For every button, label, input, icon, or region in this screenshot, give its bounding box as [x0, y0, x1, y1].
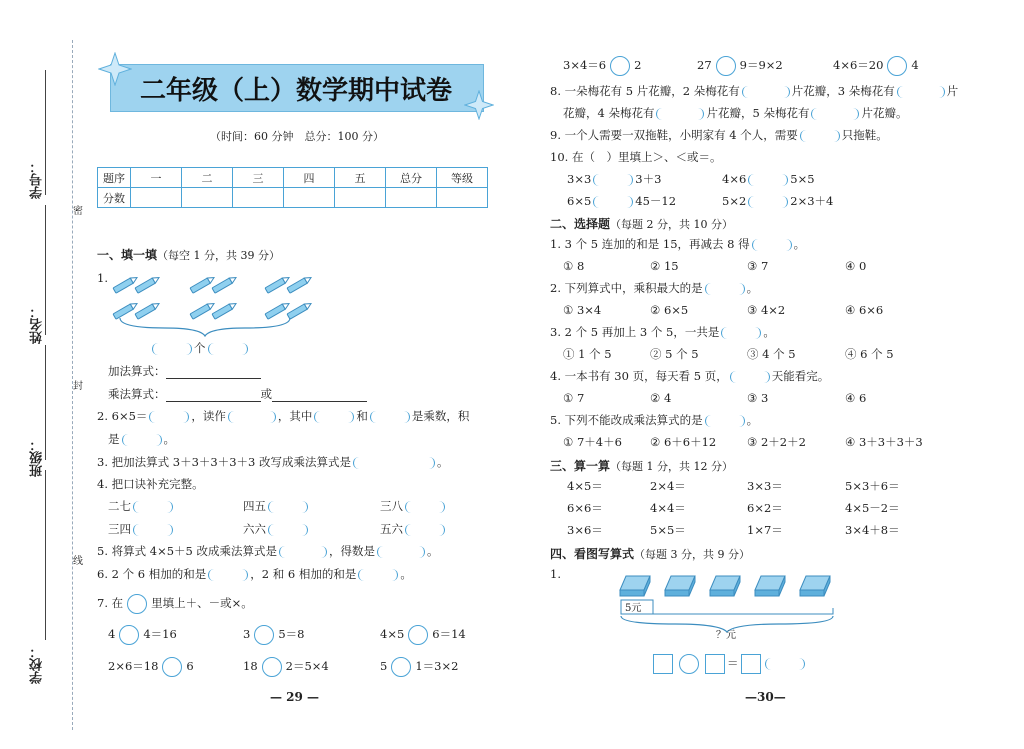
- answer-blank[interactable]: [593, 196, 633, 208]
- q-text: 9＝9×2: [739, 58, 783, 72]
- section-heading: [97, 246, 280, 263]
- verse-text: 二七: [108, 499, 131, 513]
- verse-item: [380, 499, 447, 513]
- answer-blank[interactable]: [208, 343, 248, 355]
- q-text: 是: [108, 432, 120, 446]
- page-number-left: — 29 —: [270, 690, 320, 704]
- answer-box[interactable]: [653, 654, 673, 674]
- section-heading: [550, 215, 733, 232]
- calc-item: 5×3＋6＝: [845, 479, 900, 493]
- mul-formula-line: [108, 387, 367, 402]
- q-text: 5＝8: [278, 627, 305, 641]
- choice-option[interactable]: ③ 7: [747, 259, 769, 273]
- answer-line[interactable]: [166, 389, 261, 402]
- q-text: ，2 和 6 相加的和是: [250, 567, 357, 581]
- answer-blank[interactable]: [752, 239, 792, 251]
- price-label: 5元: [625, 603, 642, 614]
- calc-item: 6×2＝: [747, 501, 783, 515]
- q-text: 27: [697, 58, 712, 72]
- question-2: [97, 409, 469, 423]
- question-2-cont: [108, 432, 175, 446]
- q-text: 5×2: [722, 194, 747, 208]
- verse-text: 六六: [243, 522, 266, 536]
- table-cell: 总分: [386, 168, 437, 188]
- table-cell: 四: [284, 168, 335, 188]
- choice-option[interactable]: ② 6×5: [650, 303, 689, 317]
- answer-blank[interactable]: [122, 434, 162, 446]
- q-text: 5. 下列不能改成乘法算式的是: [550, 413, 703, 427]
- q-text: 和: [356, 409, 368, 423]
- operator-circle[interactable]: [162, 657, 182, 677]
- q-text: 3. 把加法算式 3＋3＋3＋3＋3 改写成乘法算式是: [97, 455, 352, 469]
- table-cell: 二: [182, 168, 233, 188]
- answer-blank[interactable]: [742, 86, 790, 98]
- table-cell: 五: [335, 168, 386, 188]
- seal-word: 密: [73, 206, 83, 217]
- pencils-illustration: [105, 268, 320, 338]
- answer-blank[interactable]: [314, 411, 354, 423]
- choice-option[interactable]: ④ 0: [845, 259, 867, 273]
- table-cell: 分数: [98, 188, 131, 208]
- table-cell: 一: [131, 168, 182, 188]
- q-text: 6＝14: [432, 627, 466, 641]
- answer-blank[interactable]: [228, 411, 276, 423]
- choice-option[interactable]: ④ 6×6: [845, 303, 884, 317]
- q-text: 4. 一本书有 30 页，每天看 5 页，: [550, 369, 728, 383]
- section-heading: [550, 457, 733, 474]
- q10-item: [722, 194, 833, 208]
- q-text: 4×5: [380, 627, 405, 641]
- unknown-price: ？元: [716, 630, 736, 641]
- choice-option[interactable]: ③ 3: [747, 391, 769, 405]
- seal-word: 封: [73, 381, 83, 392]
- choice-option[interactable]: ③ 4×2: [747, 303, 786, 317]
- class-label: 班级：: [30, 438, 45, 477]
- score-cell[interactable]: [335, 188, 386, 208]
- choice-option[interactable]: ② 4: [650, 391, 672, 405]
- choice-option[interactable]: ① 1 个 5: [563, 347, 612, 361]
- score-cell[interactable]: [233, 188, 284, 208]
- q-text: 片花瓣。: [861, 106, 908, 120]
- calc-item: 3×6＝: [567, 523, 603, 537]
- calc-item: 5×5＝: [650, 523, 686, 537]
- answer-blank[interactable]: [268, 524, 308, 536]
- q-text: 片: [946, 84, 959, 98]
- choice-option[interactable]: ③ 4 个 5: [747, 347, 796, 361]
- question-8-cont: [563, 106, 907, 120]
- q7-item: [243, 657, 329, 677]
- equals-sign: ＝: [727, 656, 739, 670]
- operator-circle[interactable]: [127, 594, 147, 614]
- q-text: 7. 在: [97, 596, 124, 610]
- table-cell: 等级: [437, 168, 488, 188]
- choice-option[interactable]: ② 5 个 5: [650, 347, 699, 361]
- q-text: 1. 3 个 5 连加的和是 15，再减去 8 得: [550, 237, 750, 251]
- q-text: 2. 6×5＝: [97, 409, 148, 423]
- score-cell[interactable]: [437, 188, 488, 208]
- table-row: [98, 168, 488, 188]
- q-text: 。: [400, 567, 412, 581]
- q7-item: [563, 56, 641, 76]
- question-number: 1.: [550, 567, 561, 581]
- answer-blank[interactable]: [370, 411, 410, 423]
- section-points: （每题 3 分，共 9 分）: [634, 548, 750, 561]
- choice-option[interactable]: ① 8: [563, 259, 585, 273]
- page-number-right: —30—: [745, 690, 786, 704]
- q-text: 是乘数，积: [411, 409, 470, 423]
- section-points: （每空 1 分，共 39 分）: [157, 249, 280, 262]
- exam-subtitle: （时间：60 分钟 总分：100 分）: [210, 130, 384, 143]
- answer-line[interactable]: [166, 366, 261, 379]
- answer-blank[interactable]: [656, 108, 704, 120]
- answer-blank[interactable]: [897, 86, 945, 98]
- choice-option[interactable]: ④ 6: [845, 391, 867, 405]
- verse-item: [108, 499, 175, 513]
- choice-option[interactable]: ④ 6 个 5: [845, 347, 894, 361]
- answer-blank[interactable]: [353, 457, 435, 469]
- q-text: 3＋3: [635, 172, 662, 186]
- choice-question: [550, 369, 829, 383]
- margin-rule: [45, 470, 46, 640]
- or-label: 或: [260, 387, 272, 401]
- answer-blank[interactable]: [405, 501, 445, 513]
- q-text: 2: [634, 58, 642, 72]
- q-text: 3×3: [567, 172, 592, 186]
- answer-blank[interactable]: [730, 371, 770, 383]
- q-text: 4: [108, 627, 116, 641]
- q-text: 9. 一个人需要一双拖鞋，小明家有 4 个人，需要: [550, 128, 798, 142]
- q-text: 6×5: [567, 194, 592, 208]
- answer-blank[interactable]: [705, 283, 745, 295]
- verse-text: 五六: [380, 522, 403, 536]
- choice-question: [550, 281, 758, 295]
- q7-item: [380, 625, 466, 645]
- page-title: 二年级（上）数学期中试卷: [139, 76, 452, 106]
- answer-blank[interactable]: [358, 569, 398, 581]
- q-text: 只拖鞋。: [841, 128, 888, 142]
- verse-item: [243, 499, 310, 513]
- q-text: 。: [437, 455, 449, 469]
- q10-item: [722, 172, 815, 186]
- section-points: （每题 2 分，共 10 分）: [610, 218, 733, 231]
- question-5: [97, 544, 439, 558]
- operator-circle[interactable]: [679, 654, 699, 674]
- q-text: 3: [243, 627, 251, 641]
- q-text: 4×6: [722, 172, 747, 186]
- section-title: 二、选择题: [550, 217, 611, 231]
- table-row: [98, 188, 488, 208]
- choice-question: [550, 237, 805, 251]
- q-text: 里填上＋、－或×。: [151, 596, 253, 610]
- mul-label: 乘法算式：: [108, 387, 166, 401]
- q-text: 2. 下列算式中，乘积最大的是: [550, 281, 703, 295]
- q-text: ，读作: [191, 409, 226, 423]
- q-text: 8. 一朵梅花有 5 片花瓣，2 朵梅花有: [550, 84, 740, 98]
- q-text: 1＝3×2: [415, 659, 459, 673]
- verse-text: 四五: [243, 499, 266, 513]
- q-text: 天能看完。: [771, 369, 830, 383]
- calc-item: 4×4＝: [650, 501, 686, 515]
- add-label: 加法算式：: [108, 364, 166, 378]
- operator-circle[interactable]: [887, 56, 907, 76]
- answer-blank[interactable]: [748, 196, 788, 208]
- calc-item: 4×5＝: [567, 479, 603, 493]
- question-number: 1.: [97, 271, 108, 285]
- calc-item: 1×7＝: [747, 523, 783, 537]
- choice-question: [550, 325, 775, 339]
- choice-option[interactable]: ④ 3＋3＋3＋3: [845, 435, 923, 449]
- calc-item: 3×3＝: [747, 479, 783, 493]
- q-text: 6. 2 个 6 相加的和是: [97, 567, 207, 581]
- q-text: 。: [163, 432, 175, 446]
- q-text: 4＝16: [143, 627, 177, 641]
- q7-item: [697, 56, 783, 76]
- table-cell: 三: [233, 168, 284, 188]
- q-text: 。: [427, 544, 439, 558]
- answer-line[interactable]: [272, 389, 367, 402]
- q-text: 6: [186, 659, 194, 673]
- question-9: [550, 128, 888, 142]
- q-text: 片花瓣，3 朵梅花有: [791, 84, 895, 98]
- question-4: 4. 把口诀补充完整。: [97, 477, 204, 491]
- section-heading: [550, 545, 750, 562]
- q-text: 2＝5×4: [285, 659, 329, 673]
- question-3: [97, 455, 449, 469]
- q-text: 5: [380, 659, 388, 673]
- q7-item: [833, 56, 919, 76]
- answer-blank[interactable]: [149, 411, 189, 423]
- score-cell[interactable]: [284, 188, 335, 208]
- choice-option[interactable]: ① 7: [563, 391, 585, 405]
- q-text: 3. 2 个 5 再加上 3 个 5，一共是: [550, 325, 720, 339]
- verse-item: [243, 522, 310, 536]
- verse-text: 三八: [380, 499, 403, 513]
- q-text: 。: [746, 281, 759, 295]
- q-text: 4: [911, 58, 919, 72]
- q-text: 45－12: [635, 194, 677, 208]
- q-text: 3×4＝6: [563, 58, 607, 72]
- answer-blank[interactable]: [765, 658, 805, 670]
- operator-circle[interactable]: [408, 625, 428, 645]
- section-points: （每题 1 分，共 12 分）: [610, 460, 733, 473]
- name-label: 姓名：: [30, 305, 45, 344]
- operator-circle[interactable]: [610, 56, 630, 76]
- q-text: 。: [793, 237, 806, 251]
- calc-item: 6×6＝: [567, 501, 603, 515]
- q7-item: [108, 657, 194, 677]
- question-8: [550, 84, 958, 98]
- operator-circle[interactable]: [262, 657, 282, 677]
- answer-blank[interactable]: [721, 327, 761, 339]
- score-cell[interactable]: [386, 188, 437, 208]
- operator-circle[interactable]: [391, 657, 411, 677]
- section-title: 一、填一填: [97, 248, 158, 262]
- q10-item: [567, 194, 676, 208]
- question-7: [97, 594, 253, 614]
- verse-item: [108, 522, 175, 536]
- q-text: ，其中: [277, 409, 313, 423]
- q-text: 5×5: [790, 172, 815, 186]
- answer-box[interactable]: [741, 654, 761, 674]
- answer-blank[interactable]: [405, 524, 445, 536]
- answer-blank[interactable]: [208, 569, 248, 581]
- q-text: 4×6＝20: [833, 58, 884, 72]
- calc-item: 3×4＋8＝: [845, 523, 900, 537]
- q-text: 18: [243, 659, 258, 673]
- table-cell: 题序: [98, 168, 131, 188]
- q1-blanks: [150, 341, 250, 355]
- answer-blank[interactable]: [133, 501, 173, 513]
- q-text: 2×3＋4: [790, 194, 834, 208]
- calc-item: 2×4＝: [650, 479, 686, 493]
- choice-option[interactable]: ① 3×4: [563, 303, 602, 317]
- q-text: 花瓣，4 朵梅花有: [563, 106, 655, 120]
- answer-blank[interactable]: [705, 415, 745, 427]
- q-text: 2×6＝18: [108, 659, 159, 673]
- answer-blank[interactable]: [133, 524, 173, 536]
- score-table: [97, 167, 488, 208]
- seal-word: 线: [73, 556, 83, 567]
- answer-blank[interactable]: [279, 546, 327, 558]
- q-text: 片花瓣，5 朵梅花有: [706, 106, 810, 120]
- score-cell[interactable]: [182, 188, 233, 208]
- answer-blank[interactable]: [377, 546, 425, 558]
- score-cell[interactable]: [131, 188, 182, 208]
- question-6: [97, 567, 412, 581]
- section-title: 三、算一算: [550, 459, 611, 473]
- choice-option[interactable]: ② 15: [650, 259, 679, 273]
- choice-question: [550, 413, 758, 427]
- q1-ge: 个: [194, 341, 206, 355]
- q10-item: [567, 172, 661, 186]
- calc-item: 4×5－2＝: [845, 501, 900, 515]
- q7-item: [108, 625, 177, 645]
- q7-item: [243, 625, 304, 645]
- answer-box[interactable]: [705, 654, 725, 674]
- answer-blank[interactable]: [593, 174, 633, 186]
- answer-blank[interactable]: [748, 174, 788, 186]
- q7-item: [380, 657, 458, 677]
- student-no-label: 学号：: [30, 160, 45, 199]
- choice-option[interactable]: ③ 2＋2＋2: [747, 435, 806, 449]
- q-text: 。: [746, 413, 759, 427]
- answer-blank[interactable]: [811, 108, 859, 120]
- operator-circle[interactable]: [716, 56, 736, 76]
- q-text: 5. 将算式 4×5＋5 改成乘法算式是: [97, 544, 278, 558]
- choice-option[interactable]: ① 7＋4＋6: [563, 435, 622, 449]
- add-formula-line: [108, 364, 261, 379]
- q-text: 。: [763, 325, 775, 339]
- question-10: 10. 在（ ）里填上＞、＜或＝。: [550, 150, 722, 164]
- verse-item: [380, 522, 447, 536]
- verse-text: 三四: [108, 522, 131, 536]
- q-text: ，得数是: [329, 544, 376, 558]
- answer-blank[interactable]: [268, 501, 308, 513]
- school-label: 学校：: [30, 645, 45, 684]
- choice-option[interactable]: ② 6＋6＋12: [650, 435, 717, 449]
- answer-blank[interactable]: [800, 130, 840, 142]
- answer-row: [651, 652, 807, 674]
- operator-circle[interactable]: [254, 625, 274, 645]
- section-title: 四、看图写算式: [550, 547, 635, 561]
- operator-circle[interactable]: [119, 625, 139, 645]
- answer-blank[interactable]: [152, 343, 192, 355]
